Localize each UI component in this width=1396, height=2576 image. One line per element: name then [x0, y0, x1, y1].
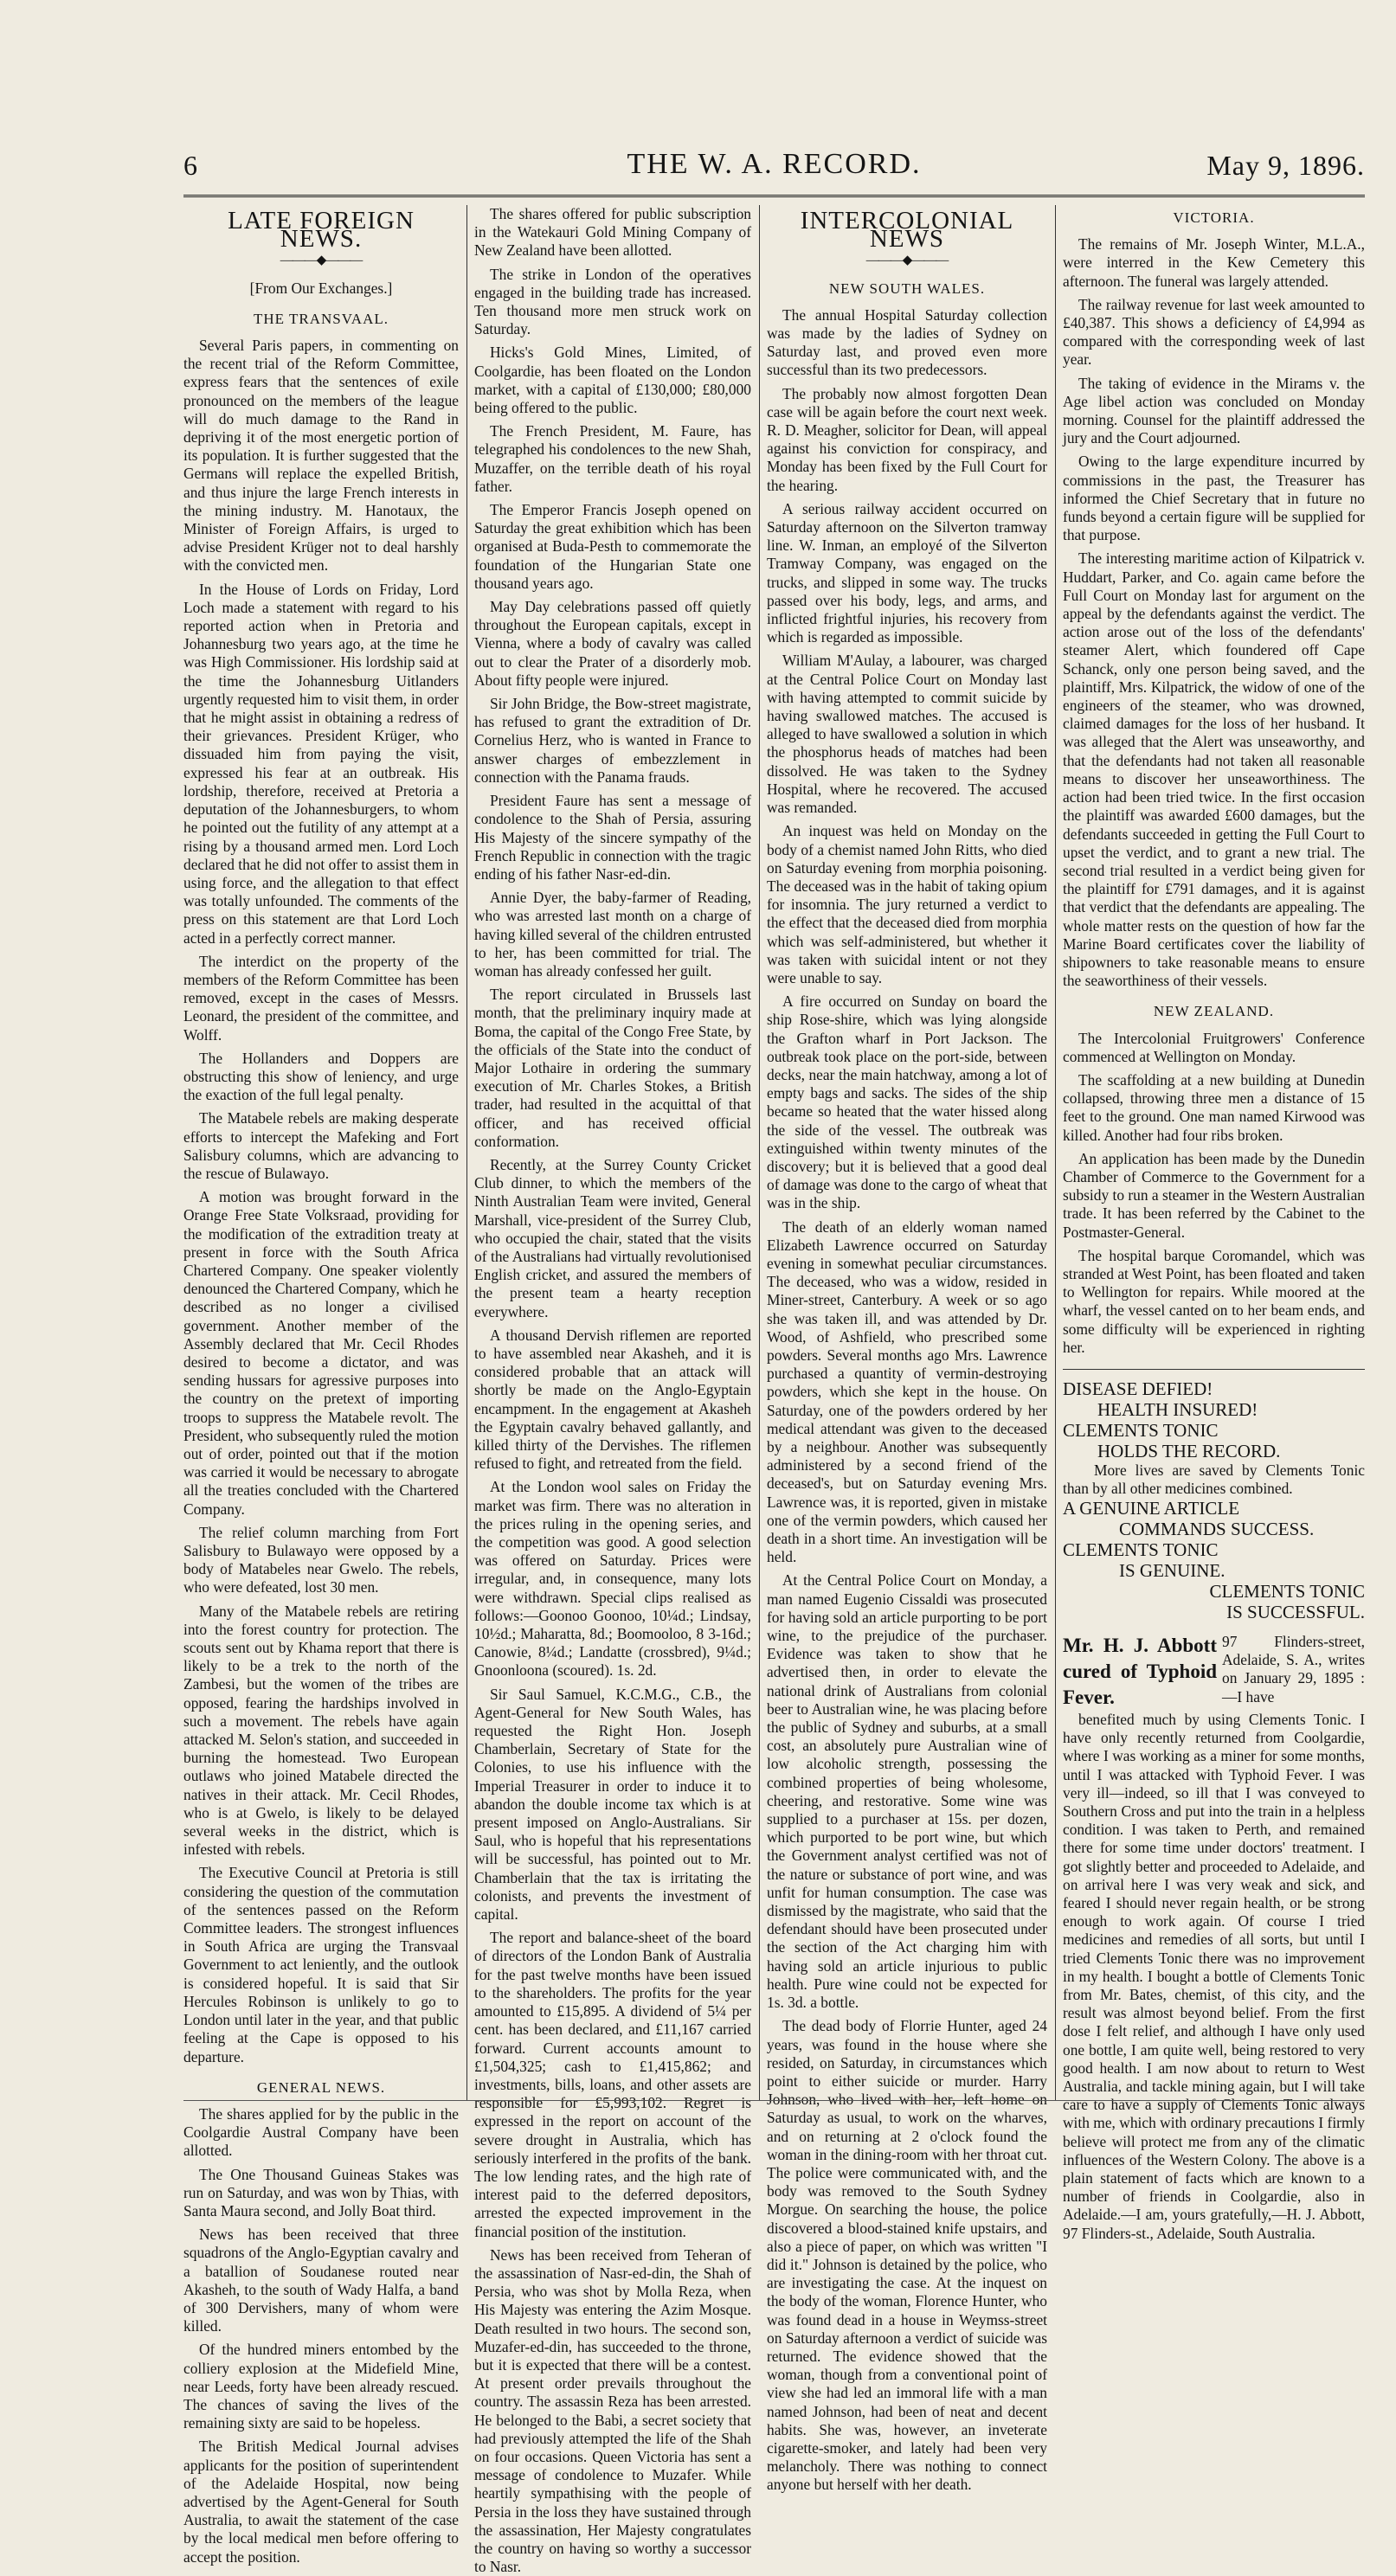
article-paragraph: The strike in London of the operatives engaged in the building trade has increased. Ten thousand more men struck work on Saturday.: [474, 265, 751, 338]
page-number: 6: [183, 150, 197, 181]
section-heading: INTERCOLONIAL NEWS: [800, 207, 1014, 254]
article-paragraph: President Faure has sent a message of condolence to the Shah of Persia, assuring His Majesty of the sincere sympathy of the French Republic in connection with the tragic ending of his father Nasr-ed-din.: [474, 792, 751, 883]
ad-line: More lives are saved by Clements Tonic than by all other medicines combined.: [1063, 1461, 1365, 1497]
article-paragraph: The remains of Mr. Joseph Winter, M.L.A., were interred in the Kew Cemetery this afternoon. The funeral was largely attended.: [1063, 235, 1365, 290]
article-paragraph: The Intercolonial Fruitgrowers' Conference commenced at Wellington on Monday.: [1063, 1029, 1365, 1065]
article-paragraph: The French President, M. Faure, has telegraphed his condolences to the new Shah, Muzaffer, on the terrible death of his royal father.: [474, 422, 751, 495]
article-paragraph: Of the hundred miners entombed by the colliery explosion at the Midefield Mine, near Leeds, forty have been already rescued. The chances of saving the lives of the remaining sixty are said to be hopeless.: [183, 2341, 459, 2432]
source-note: [From Our Exchanges.]: [249, 279, 393, 297]
ad-line: HEALTH INSURED!: [1097, 1398, 1258, 1420]
article-paragraph: The death of an elderly woman named Elizabeth Lawrence occurred on Saturday evening in somewhat peculiar circumstances. The deceased, who was a widow, resided in Miner-street, Canterbury. A week or so ago she was taken ill, and was attended by Dr. Wood, of Ashfield, who prescribed some powders. Several months ago Mrs. Lawrence purchased a quantity of vermin-destroying powders, which she kept in the house. On Saturday, one of the powders ordered by her medical attendant was given to the deceased by a neighbour. Another was subsequently administered by a second friend of the deceased's, but on Saturday evening Mrs. Lawrence was, it is reported, given in mistake one of the vermin powders, which caused her death in a short time. An investigation will be held.: [767, 1217, 1047, 1566]
ad-line: IS SUCCESSFUL.: [1226, 1601, 1365, 1622]
article-paragraph: William M'Aulay, a labourer, was charged at the Central Police Court on Monday last with having attempted to commit suicide by having swallowed matches. The accused is alleged to have swallowed a solution in which the phosphorus heads of matches had been dissolved. He was taken to the Sydney Hospital, where he recovered. The accused was remanded.: [767, 652, 1047, 817]
article-paragraph: A serious railway accident occurred on Saturday afternoon on the Silverton tramway line. W. Inman, an employé of the Silverton Tramway Company, was engaged on the trucks, and slipped in some way. The trucks passed over his body, legs, and arms, and inflicted frightful injuries, his recovery from which is regarded as impossible.: [767, 499, 1047, 646]
article-paragraph: May Day celebrations passed off quietly throughout the European capitals, except in Vienna, where a body of cavalry was called out to clear the Prater of a disorderly mob. About fifty people were injured.: [474, 598, 751, 689]
article-paragraph: The Emperor Francis Joseph opened on Saturday the great exhibition which has been organised at Buda-Pesth to commemorate the foundation of the Hungarian State one thousand years ago.: [474, 501, 751, 592]
ad-line: HOLDS THE RECORD.: [1097, 1440, 1281, 1461]
ad-line: CLEMENTS TONIC: [1063, 1419, 1219, 1441]
footer-rule: [183, 2100, 1365, 2101]
column-divider: [1055, 205, 1056, 2100]
advertisement-clements-tonic: [1063, 1369, 1365, 1622]
masthead-title: THE W. A. RECORD.: [627, 148, 922, 180]
issue-date: May 9, 1896.: [1206, 150, 1365, 181]
article-paragraph: The annual Hospital Saturday collection was made by the ladies of Sydney on Saturday last, and proved even more successful than its two predecessors.: [767, 305, 1047, 379]
page-header: [183, 143, 1365, 196]
ad-line: CLEMENTS TONIC: [1209, 1580, 1365, 1602]
article-paragraph: An application has been made by the Dunedin Chamber of Commerce to the Government for a subsidy to run a steamer in the Western Australian trade. It has been referred by the Cabinet to the Postmaster-General.: [1063, 1149, 1365, 1241]
article-paragraph: A motion was brought forward in the Orange Free State Volksraad, providing for the modification of the extradition treaty at present in force with the South Africa Chartered Company. One speaker violently denounced the Chartered Company, which he described as no longer a civilised government. Another member of the Assembly declared that Mr. Cecil Rhodes desired to become a dictator, and was sending hussars for agressive purposes into the country on the pretext of importing troops to suppress the Matabele revolt. The President, who subsequently ruled the motion out of order, pointed out that if the motion was carried it would be necessary to abrogate all the treaties concluded with the Chartered Company.: [183, 1188, 459, 1518]
article-paragraph: Several Paris papers, in commenting on the recent trial of the Reform Committee, express fears that the sentences of exile pronounced on the members of the league will do much damage to the Rand in depriving it of the most energetic portion of its population. It is further suggested that the Germans will replace the expelled British, and thus injure the large French interests in the mining industry. M. Hanotaux, the Minister of Foreign Affairs, is urged to advise President Krüger not to deal harshly with the convicted men.: [183, 337, 459, 575]
article-paragraph: The railway revenue for last week amounted to £40,387. This shows a deficiency of £4,994 as compared with the corresponding week of last year.: [1063, 295, 1365, 369]
article-paragraph: Many of the Matabele rebels are retiring into the forest country for protection. The scouts sent out by Khama report that there is likely to be a trek to the north of the Zambesi, but the women of the tribes are opposed, fearing the hardships involved in such a movement. The rebels have again attacked M. Selon's station, and succeeded in burning the homestead. Two European outlaws who joined Matabele directed the natives in their attack. Mr. Cecil Rhodes, who is at Gwelo, is likely to be delayed several weeks in the district, which is infested with rebels.: [183, 1602, 459, 1859]
testimonial-body: benefited much by using Clements Tonic. I have only recently returned from Coolgardie, where I was working as a miner for some months, until I was attacked with Typhoid Fever. I was very ill—indeed, so ill that I was conveyed to Southern Cross and put into the train in a helpless condition. I was taken to Perth, and remained there for some time under doctors' treatment. I got slightly better and proceeded to Adelaide, and on arrival here I was very weak and sick, and feared I should never regain health, or be strong enough to work again. Of course I tried medicines and remedies of all sorts, but until I tried Clements Tonic there was no improvement in my health. I bought a bottle of Clements Tonic from Mr. Bates, chemist, of this city, and the result was almost beyond belief. From the first dose I felt relief, and although I have only used one bottle, I am quite well, being restored to very good health. I am now about to return to West Australia, and tackle mining again, but I will take care to have a supply of Clements Tonic always with me, which with ordinary precautions I firmly believe will protect me from any of the climatic influences of the Western Colony. The above is a plain statement of facts which are known to a number of friends in Coolgardie, also in Adelaide.—I am, yours gratefully,—H. J. Abbott, 97 Flinders-st., Adelaide, South Australia.: [1063, 1710, 1365, 2242]
subheading-general-news: GENERAL NEWS.: [256, 2078, 386, 2096]
ad-line: COMMANDS SUCCESS.: [1119, 1518, 1315, 1539]
article-paragraph: The British Medical Journal advises applicants for the position of superintendent of the Adelaide Hospital, now being advertised by the Agent-General for South Australia, to await the statement of the case by the local medical men before offering to accept the position.: [183, 2438, 459, 2566]
article-paragraph: The Hollanders and Doppers are obstructing this show of leniency, and urge the exaction of the full legal penalty.: [183, 1049, 459, 1104]
ad-line: IS GENUINE.: [1119, 1559, 1226, 1581]
testimonial-name: Mr. H. J. Abbott cured of Typhoid Fever.: [1063, 1634, 1217, 1708]
article-paragraph: Recently, at the Surrey County Cricket Club dinner, to which the members of the Ninth Australian Team were invited, General Marshall, vice-president of the Surrey Club, who occupied the chair, stated that the visits of the Australians had virtually revolutionised English cricket, and assured the members of the present team a hearty reception everywhere.: [474, 1155, 751, 1320]
column-divider: [759, 205, 760, 2100]
article-paragraph: The shares applied for by the public in the Coolgardie Austral Company have been allotted.: [183, 2104, 459, 2160]
testimonial: [1063, 1633, 1365, 1711]
article-paragraph: A fire occurred on Sunday on board the ship Rose-shire, which was lying alongside the Grafton wharf in Port Jackson. The outbreak took place on the port-side, between decks, near the main hatchway, among a lot of empty bags and sacks. The sides of the ship became so heated that the water hissed along the side of the vessel. The outbreak was extinguished within twenty minutes of the discovery; but it is believed that a good deal of damage was done to the cargo of wheat that was in the ship.: [767, 992, 1047, 1212]
article-paragraph: The dead body of Florrie Hunter, aged 24 years, was found in the house where she resided, on Saturday, in circumstances which point to either suicide or murder. Harry Johnson, who lived with her, left home on Saturday as usual, to work on the wharves, and on returning at 2 o'clock found the woman in the dining-room with her throat cut. The police were communicated with, and the body was removed to the South Sydney Morgue. On searching the house, the police discovered a blood-stained knife upstairs, and also a piece of paper, on which was written "I did it." Johnson is detained by the police, who are investigating the case. At the inquest on the body of the woman, Florence Hunter, who was found dead in a house in Weymss-street on Saturday afternoon a verdict of suicide was returned. The evidence showed that the woman, though from a conventional point of view she had led an immoral life with a man named Johnson, had been of neat and decent habits. She was, however, an inveterate cigarette-smoker, and lately had been very melancholy. There was nothing to connect anyone but herself with her death.: [767, 2017, 1047, 2494]
article-paragraph: News has been received from Teheran of the assassination of Nasr-ed-din, the Shah of Persia, who was shot by Molla Reza, when His Majesty was entering the Azim Mosque. Death resulted in two hours. The second son, Muzafer-ed-din, has succeeded to the throne, but it is expected that there will be a contest. At present order prevails throughout the country. The assassin Reza has been arrested. He belonged to the Babi, a secret society that had previously attempted the life of the Shah on four occasions. Queen Victoria has sent a message of condolence to Muzafer. While heartily sympathising with the people of Persia in the loss they have sustained through the assassination, Her Majesty congratulates the country on having so worthy a successor to Nasr.: [474, 2245, 751, 2576]
article-paragraph: The probably now almost forgotten Dean case will be again before the court next week. R. D. Meagher, solicitor for Dean, will appeal against his conviction for conspiracy, and Monday has been fixed by the Full Court for the hearing.: [767, 384, 1047, 494]
ornament: ———◆———: [865, 254, 949, 268]
article-paragraph: The interdict on the property of the members of the Reform Committee has been removed, except in the cases of Messrs. Leonard, the president of the committee, and Wolff.: [183, 952, 459, 1044]
ad-line: DISEASE DEFIED!: [1063, 1378, 1213, 1399]
section-heading: LATE FOREIGN NEWS.: [228, 207, 415, 254]
article-paragraph: Hicks's Gold Mines, Limited, of Coolgardie, has been floated on the London market, with a capital of £130,000; £80,000 being offered to the public.: [474, 344, 751, 417]
column-divider: [466, 205, 467, 2100]
article-paragraph: The report and balance-sheet of the board of directors of the London Bank of Australia for the past twelve months have been issued to the shareholders. The profits for the year amounted to £15,895. A dividend of 5¼ per cent. has been declared, and £11,167 carried forward. Current accounts amount to £1,504,325; cash to £1,415,862; and investments, bills, loans, and other assets are responsible for £5,993,102. Regret is expressed in the report on account of the severe drought in Australia, which has seriously interfered in the profits of the bank. The low lending rates, and the high rate of interest paid to the deferred depositors, arrested the expected improvement in the financial position of the institution.: [474, 1929, 751, 2240]
column-intercolonial-news: [767, 205, 1047, 2494]
article-paragraph: The Matabele rebels are making desperate efforts to intercept the Mafeking and Fort Salisbury columns, which are advancing to the rescue of Bulawayo.: [183, 1109, 459, 1182]
column-victoria-new-zealand: [1063, 205, 1365, 2242]
article-paragraph: The Executive Council at Pretoria is still considering the question of the commutation of the sentences passed on the Reform Committee leaders. The strongest influences in South Africa are urging the Transvaal Government to act leniently, and the outlook is considered hopeful. It is said that Sir Hercules Robinson is unlikely to go to London until later in the year, and that public feeling at the Cape is opposed to his departure.: [183, 1864, 459, 2065]
article-paragraph: Sir Saul Samuel, K.C.M.G., C.B., the Agent-General for New South Wales, has requested the Right Hon. Joseph Chamberlain, Secretary of State for the Colonies, to use his influence with the Imperial Treasurer in order to induce it to abandon the double income tax which is at present imposed on Anglo-Australians. Sir Saul, who is hopeful that his representations will be successful, has pointed out to Mr. Chamberlain that the tax is irritating the colonists, and prevents the investment of capital.: [474, 1685, 751, 1924]
column-late-foreign-news: [183, 205, 459, 2566]
newspaper-page: [183, 143, 1365, 2576]
testimonial-address: 97 Flinders-street, Adelaide, S. A., writes on January 29, 1895 :—I have: [1222, 1632, 1365, 1706]
header-rule: [183, 195, 1365, 197]
article-paragraph: The relief column marching from Fort Salisbury to Bulawayo were opposed by a body of Matabeles near Gwelo. The rebels, who were defeated, lost 30 men.: [183, 1523, 459, 1596]
article-paragraph: The scaffolding at a new building at Dunedin collapsed, throwing three men a distance of 15 feet to the ground. One man named Kirwood was killed. Another had four ribs broken.: [1063, 1070, 1365, 1144]
article-paragraph: An inquest was held on Monday on the body of a chemist named John Ritts, who died on Saturday evening from morphia poisoning. The deceased was in the habit of taking opium for insomnia. The jury returned a verdict to the effect that the deceased died from morphia which was self-administered, but whether it was taken with suicidal intent or not they were unable to say.: [767, 822, 1047, 986]
ornament: ———◆———: [280, 254, 363, 268]
article-paragraph: The interesting maritime action of Kilpatrick v. Huddart, Parker, and Co. again came before the Full Court on Monday last for argument on the appeal by the defendants against the verdict. The action arose out of the loss of the defendants' steamer Alert, which foundered off Cape Schanck, only one person being saved, and the plaintiff, Mrs. Kilpatrick, the widow of one of the engineers of the steamer, who was drowned, claimed damages for the loss of her husband. It was alleged that the Alert was unseaworthy, and that the defendants had not taken all reasonable means to discover her unseaworthiness. The action had been tried twice. In the first occasion the plaintiff was awarded £600 damages, but the defendants succeeded in getting the Full Court to upset the verdict, and to grant a new trial. The second trial resulted in a verdict being given for the plaintiff for £791 damages, and it is against that verdict that the defendants are appealing. The whole matter rests on the question of how far the Marine Board certificates cover the liability of shipowners to take reasonable means to ensure the seaworthiness of their vessels.: [1063, 549, 1365, 990]
ad-line: CLEMENTS TONIC: [1063, 1539, 1219, 1560]
column-general-news-continued: [474, 205, 751, 2576]
article-paragraph: The taking of evidence in the Mirams v. the Age libel action was concluded on Monday morning. Counsel for the plaintiff addressed the jury and the Court adjourned.: [1063, 374, 1365, 447]
article-paragraph: At the London wool sales on Friday the market was firm. There was no alteration in the prices ruling in the opening series, and the competition was good. A good selection was offered on Saturday. Prices were irregular, and, in consequence, many lots were withdrawn. Special clips realised as follows:—Goonoo Goonoo, 10¼d.; Lindsay, 10½d.; Maharatta, 8d.; Boomooloo, 8 3-16d.; Canowie, 8¼d.; Landatte (crossbred), 9¼d.; Gnoonloona (scoured). 1s. 2d.: [474, 1478, 751, 1680]
article-paragraph: A thousand Dervish riflemen are reported to have assembled near Akasheh, and it is considered probable that an attack will shortly be made on the Anglo-Egyptain encampment. In the engagement at Akasheh the Egyptain cavalry behaved gallantly, and killed thirty of the Dervishes. The riflemen refused to fight, and retreated from the field.: [474, 1326, 751, 1473]
article-paragraph: Owing to the large expenditure incurred by commissions in the past, the Treasurer has informed the Chief Secretary that in future no funds beyond a certain figure will be supplied for that purpose.: [1063, 453, 1365, 544]
article-paragraph: In the House of Lords on Friday, Lord Loch made a statement with regard to his reported action when in Pretoria and Johannesburg two years ago, at the time he was High Commissioner. His lordship said at the time the Johannesburg Uitlanders urgently requested him to visit them, in order that he might assist in obtaining a redress of their grievances. President Krüger, who dissuaded him from paying the visit, expressed his fear at an outbreak. His lordship, therefore, received at Pretoria a deputation of the Johannesburgers, to whom he pointed out the futility of any attempt at a rising by a thousand armed men. Lord Loch declared that he did not offer to assist them in using force, and the allegation to that effect was totally unfounded. The comments of the press on this statement are that Lord Loch acted in a perfectly correct manner.: [183, 580, 459, 947]
subheading-transvaal: THE TRANSVAAL.: [254, 310, 389, 327]
article-paragraph: The shares offered for public subscription in the Watekauri Gold Mining Company of New Zealand have been allotted.: [474, 205, 751, 260]
subheading-victoria: VICTORIA.: [1173, 209, 1255, 226]
article-paragraph: Sir John Bridge, the Bow-street magistrate, has refused to grant the extradition of Dr. Cornelius Herz, who is wanted in France to answer charges of embezzlement in connection with the Panama frauds.: [474, 695, 751, 786]
article-paragraph: News has been received that three squadrons of the Anglo-Egyptian cavalry and a batallion of Soudanese routed near Akasheh, to the south of Wady Halfa, a band of 300 Dervishers, many of whom were killed.: [183, 2226, 459, 2335]
subheading-new-south-wales: NEW SOUTH WALES.: [828, 279, 986, 297]
article-paragraph: The One Thousand Guineas Stakes was run on Saturday, and was won by Thias, with Santa Maura second, and Jolly Boat third.: [183, 2165, 459, 2219]
article-paragraph: At the Central Police Court on Monday, a man named Eugenio Cissaldi was prosecuted for having sold an article purporting to be port wine, to the prejudice of the purchaser. Evidence was taken to show that he advertised then, in order to elevate the national drink of Australians from colonial beer to Australian wine, he was placing before the public of Sydney and suburbs, at a small cost, an absolutely pure Australian wine of low alcoholic strength, possessing the combined properties of being wholesome, cheering, and restorative. Some wine was supplied to a purchaser at 15s. per dozen, which purported to be port wine, but which the Government analyst certified was not of the nature or substance of port wine, and was unfit for human consumption. The case was dismissed by the magistrate, who said that the defendant should have been prosecuted under the section of the Act charging him with having sold an article injurious to public health. Pure wine could not be expected for 1s. 3d. a bottle.: [767, 1571, 1047, 2012]
article-paragraph: Annie Dyer, the baby-farmer of Reading, who was arrested last month on a charge of having killed several of the children entrusted to her, has been committed for trial. The woman has already confessed her guilt.: [474, 889, 751, 980]
article-paragraph: The hospital barque Coromandel, which was stranded at West Point, has been floated and taken to Wellington for repairs. While moored at the wharf, the vessel canted on to her beam ends, and some difficulty will be experienced in righting her.: [1063, 1246, 1365, 1356]
ad-line: A GENUINE ARTICLE: [1063, 1497, 1240, 1519]
subheading-new-zealand: NEW ZEALAND.: [1153, 1003, 1275, 1020]
article-paragraph: The report circulated in Brussels last month, that the preliminary inquiry made at Boma, the capital of the Congo Free State, by the officials of the State into the conduct of Major Lothaire in ordering the summary execution of Mr. Charles Stokes, a British trader, had resulted in the acquittal of that officer, and has received official conformation.: [474, 986, 751, 1150]
